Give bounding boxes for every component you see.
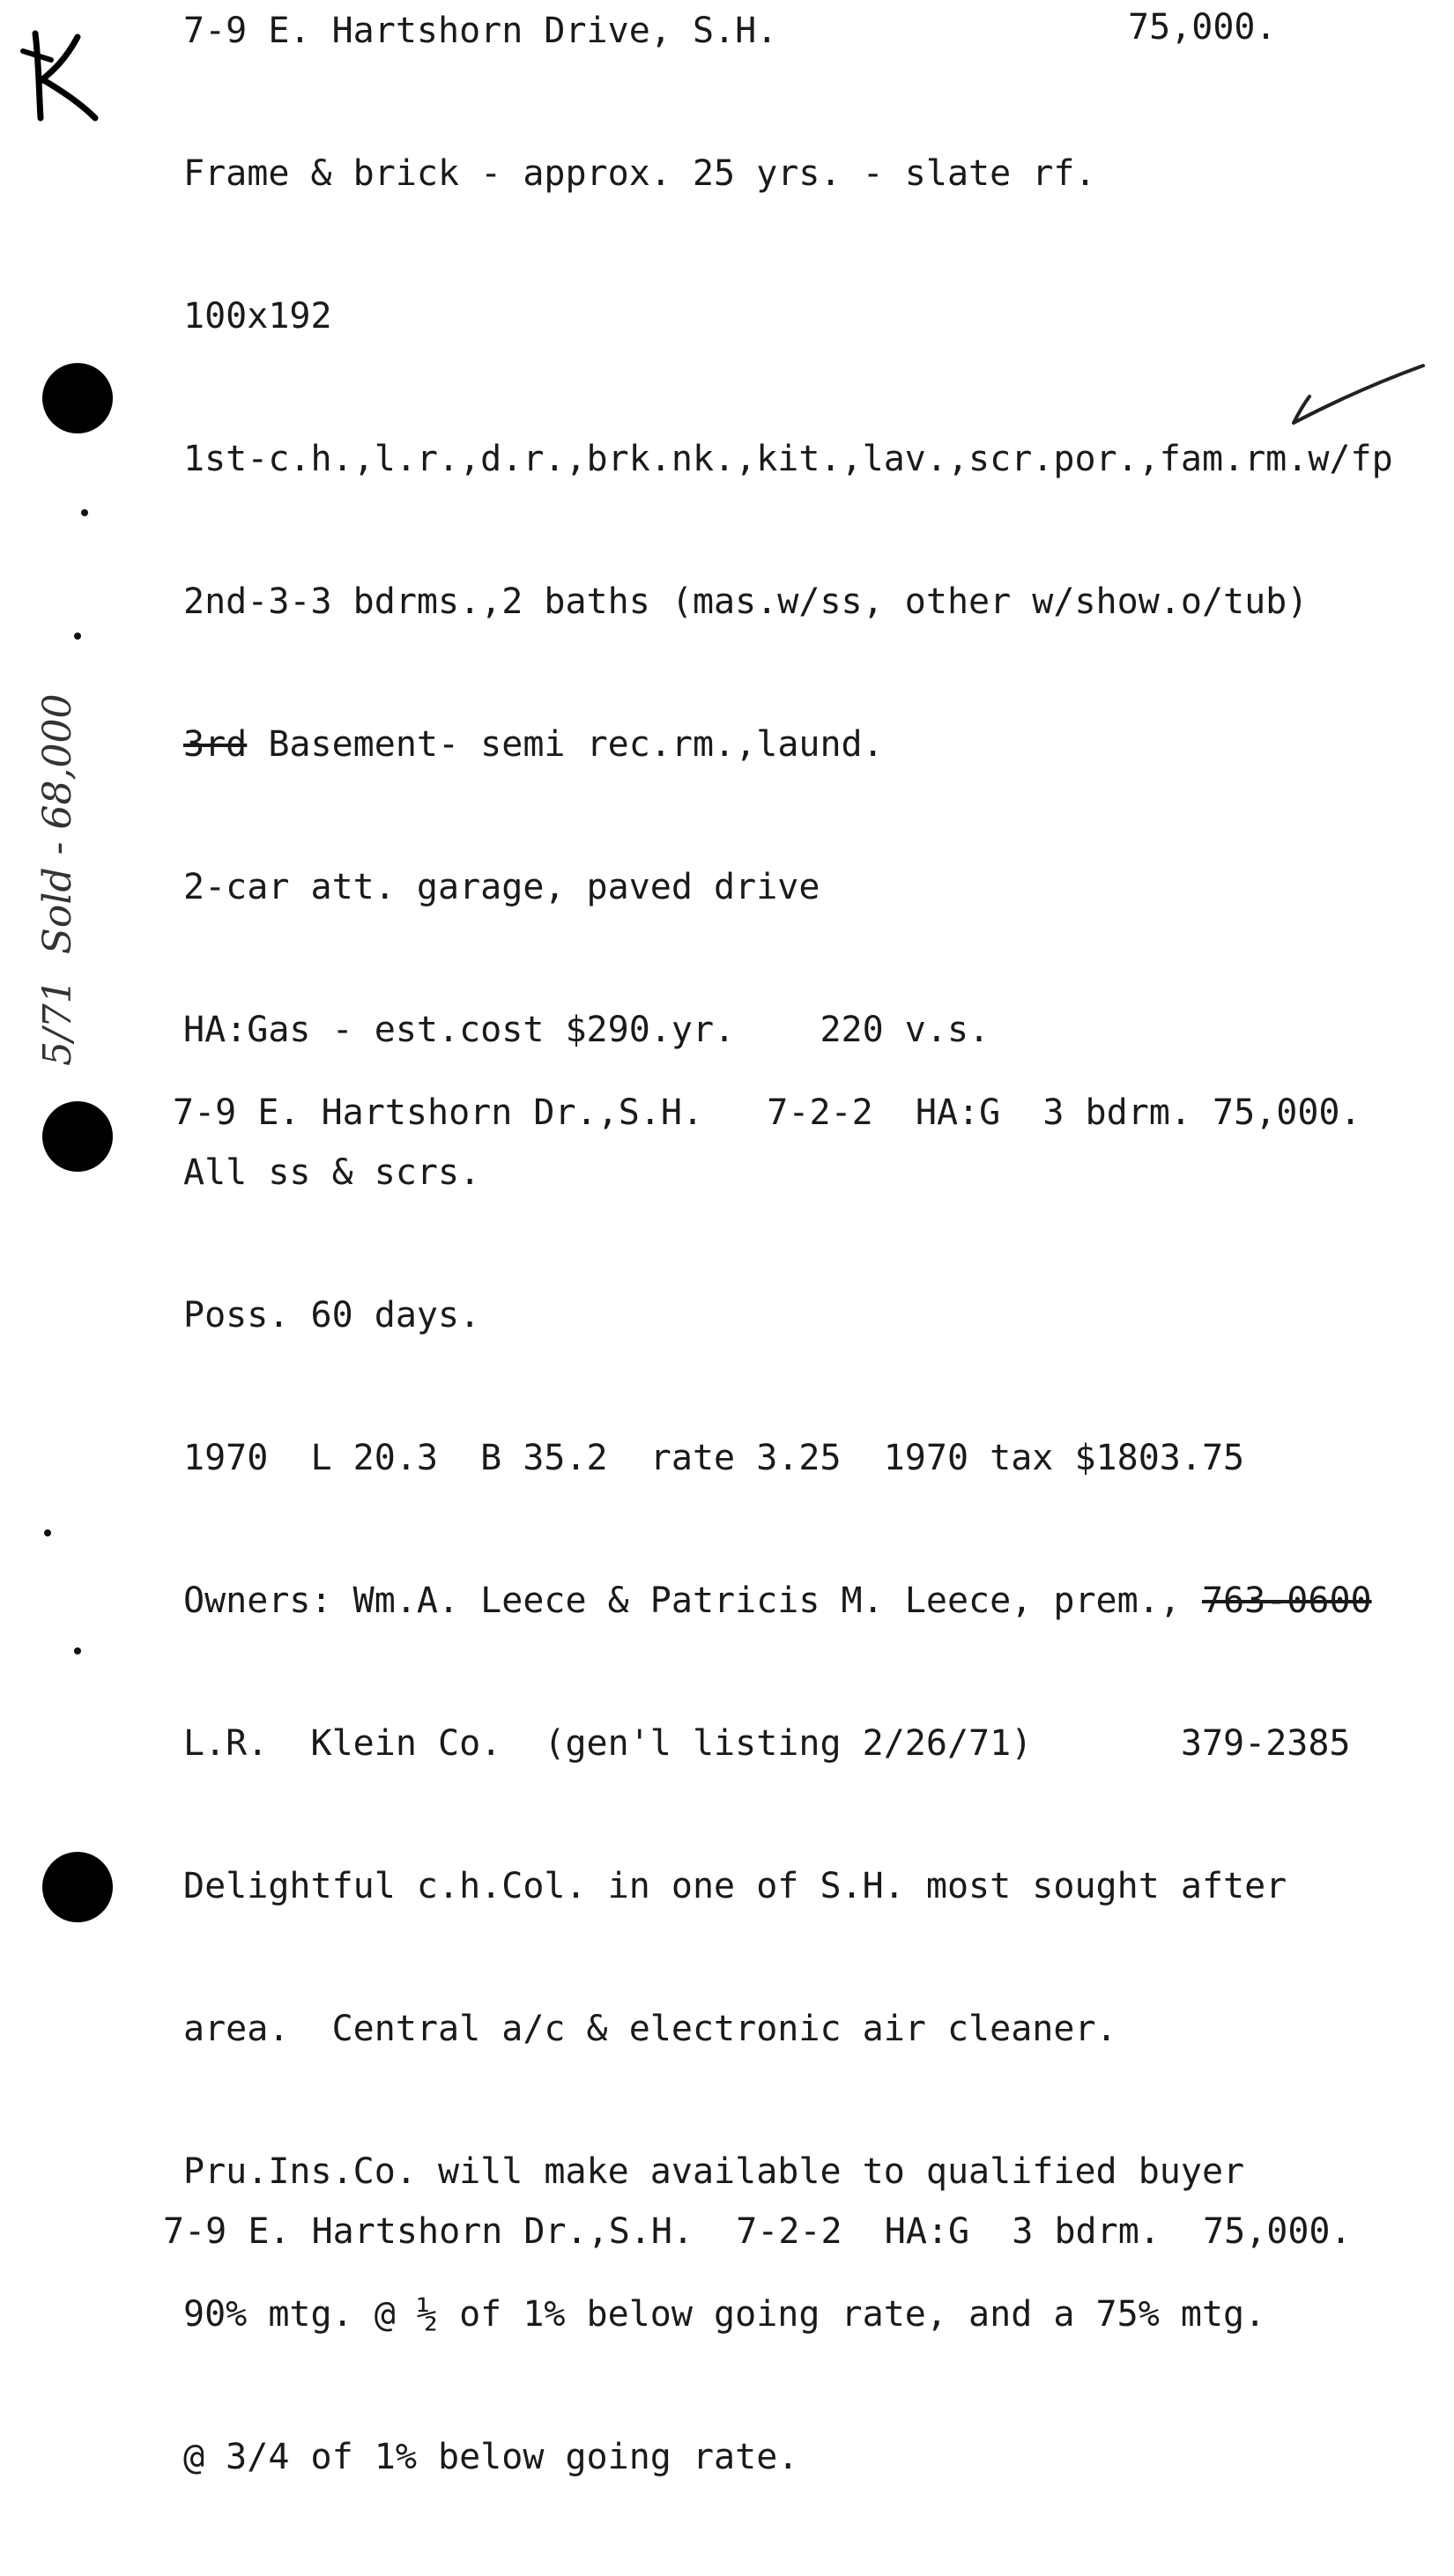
line-tax: 1970 L 20.3 B 35.2 rate 3.25 1970 tax $1803.75: [183, 1438, 1245, 1478]
broker-text: L.R. Klein Co. (gen'l listing 2/26/71): [183, 1723, 1033, 1764]
broker-phone: 379-2385: [1180, 1723, 1351, 1764]
header-address: 7-9 E. Hartshorn Drive, S.H.: [183, 11, 778, 51]
line-second-floor: 2nd-3-3 bdrms.,2 baths (mas.w/ss, other w/show.o/tub): [183, 581, 1309, 622]
owners-text: Owners: Wm.A. Leece & Patricis M. Leece, prem.,: [183, 1580, 1181, 1621]
struck-text: 3rd: [183, 724, 248, 765]
line-broker: [183, 1720, 1393, 1767]
line-description-2: area. Central a/c & electronic air cleaner.: [183, 2009, 1117, 2049]
k-mark: [16, 26, 104, 123]
line-screens: All ss & scrs.: [183, 1152, 481, 1193]
line-financing-2: 90% mtg. @ ½ of 1% below going rate, and a 75% mtg.: [183, 2294, 1266, 2335]
line-garage: 2-car att. garage, paved drive: [183, 867, 820, 907]
line-financing-3: @ 3/4 of 1% below going rate.: [183, 2437, 799, 2477]
punch-hole: [42, 1852, 113, 1922]
summary-line-1: 7-9 E. Hartshorn Dr.,S.H. 7-2-2 HA:G 3 bdrm. 75,000.: [173, 1092, 1361, 1133]
speck: [44, 1529, 51, 1536]
line-basement: [183, 721, 1393, 768]
handwritten-note: 5/71 Sold - 68,000: [35, 693, 80, 1066]
line-first-floor: 1st-c.h.,l.r.,d.r.,brk.nk.,kit.,lav.,scr.por.,fam.rm.w/fp: [183, 439, 1393, 479]
speck: [74, 1647, 81, 1654]
voltage-text: 220 v.s.: [820, 1010, 990, 1050]
line-possession: Poss. 60 days.: [183, 1295, 481, 1336]
line-owners: [183, 1577, 1393, 1625]
speck: [81, 509, 88, 516]
listing-body: [183, 55, 1393, 2576]
line-description-1: Delightful c.h.Col. in one of S.H. most sought after: [183, 1866, 1287, 1906]
check-mark-icon: [1287, 361, 1428, 432]
punch-hole: [42, 1101, 113, 1172]
heating-text: HA:Gas - est.cost $290.yr.: [183, 1010, 736, 1050]
line-lot: 100x192: [183, 296, 332, 337]
basement-text: Basement- semi rec.rm.,laund.: [268, 724, 884, 765]
header-price: 75,000.: [1128, 7, 1277, 48]
owners-phone: 763-0600: [1201, 1580, 1372, 1621]
line-financing-1: Pru.Ins.Co. will make available to qualified buyer: [183, 2151, 1245, 2192]
line-construction: Frame & brick - approx. 25 yrs. - slate rf.: [183, 153, 1096, 194]
punch-hole: [42, 363, 113, 433]
summary-line-2: 7-9 E. Hartshorn Dr.,S.H. 7-2-2 HA:G 3 bdrm. 75,000.: [163, 2211, 1352, 2252]
line-heating: [183, 1006, 1393, 1054]
speck: [74, 633, 81, 640]
